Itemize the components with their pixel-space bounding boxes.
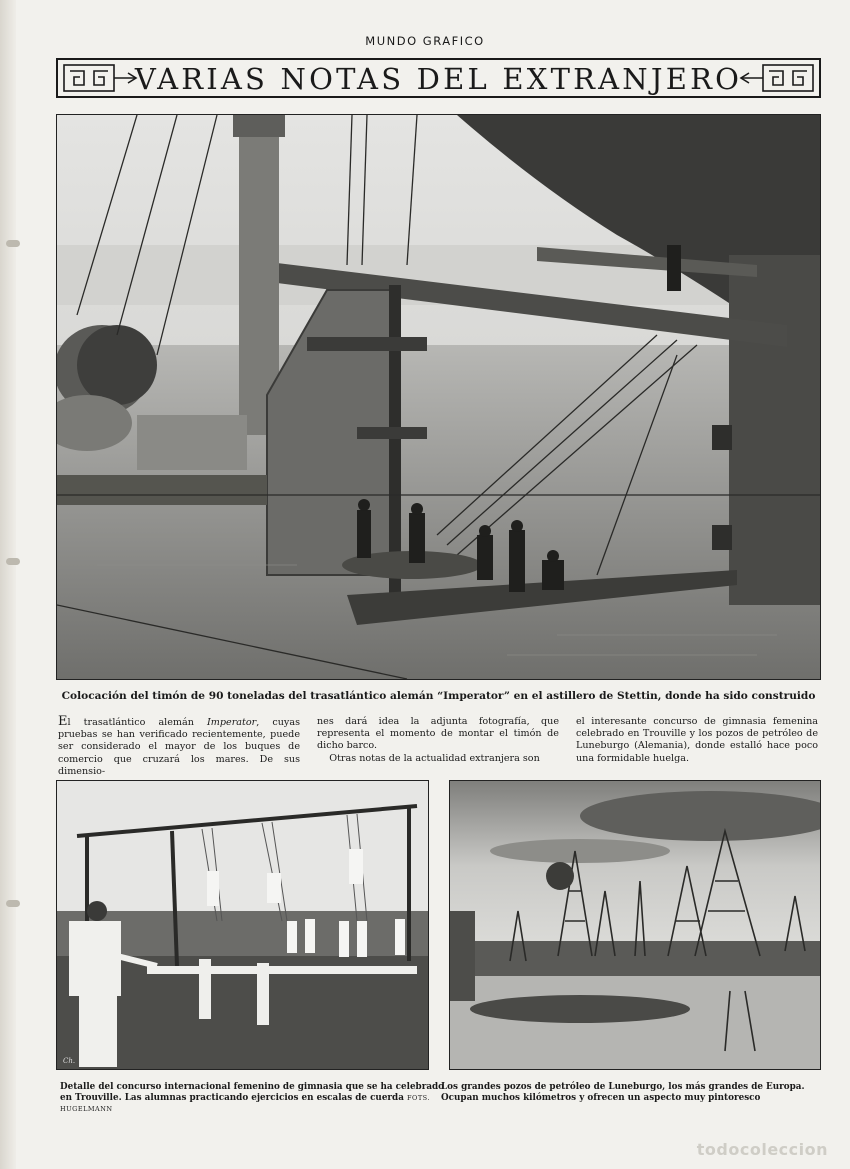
greek-key-ornament-icon: [737, 63, 815, 93]
masthead: MUNDO GRAFICO: [365, 34, 485, 48]
oil-wells-photo-caption: Los grandes pozos de petróleo de Luneburgo, los más grandes de Europa. Ocupan muchos kilómetros y ofrecen un aspecto muy pintoresco: [441, 1082, 805, 1103]
watermark: todocoleccion: [696, 1140, 828, 1159]
article-text: , cuyas pruebas se han verificado recientemente, puede ser considerado el mayor de los buques de comercio que cruzará los mares. De sus dimensio-: [58, 717, 300, 777]
gymnastics-photo-caption: [60, 1082, 450, 1115]
photographer-signature: Ch.: [63, 1057, 76, 1065]
photo-rudder-installation: [56, 114, 821, 680]
article-text: nes dará idea la adjunta fotografía, que representa el momento de montar el timón de dicho barco.: [317, 716, 559, 752]
photo-gymnastics-contest: [56, 780, 429, 1070]
binding-hole: [6, 900, 20, 907]
page-title: VARIAS NOTAS DEL EXTRANJERO: [134, 62, 743, 96]
article-text: Otras notas de la actualidad extranjera son: [329, 752, 540, 764]
photo-oil-wells: [449, 780, 821, 1070]
article-column-3: el interesante concurso de gimnasia femenina celebrado en Trouville y los pozos de petróleo de Luneburgo (Alemania), donde estalló hace poco una formidable huelga.: [576, 716, 818, 764]
main-photo-caption: Colocación del timón de 90 toneladas del trasatlántico alemán “Imperator” en el astillero de Stettin, donde ha sido construido: [61, 690, 816, 702]
section-banner: [56, 58, 821, 98]
drop-cap: E: [58, 714, 68, 729]
article-text: l trasatlántico alemán: [67, 717, 207, 728]
article-column-1: [58, 716, 300, 778]
article-column-2: [317, 716, 559, 765]
binding-edge: [0, 0, 16, 1169]
article-body: [58, 714, 818, 777]
binding-hole: [6, 558, 20, 565]
binding-hole: [6, 240, 20, 247]
ship-name: Imperator: [207, 717, 257, 728]
caption-text: Detalle del concurso internacional femenino de gimnasia que se ha celebrado en Trouville. Las alumnas practicando ejercicios en escalas de cuerda: [60, 1082, 445, 1103]
photo-credit: FOTS. HUGELMANN: [60, 1094, 430, 1113]
